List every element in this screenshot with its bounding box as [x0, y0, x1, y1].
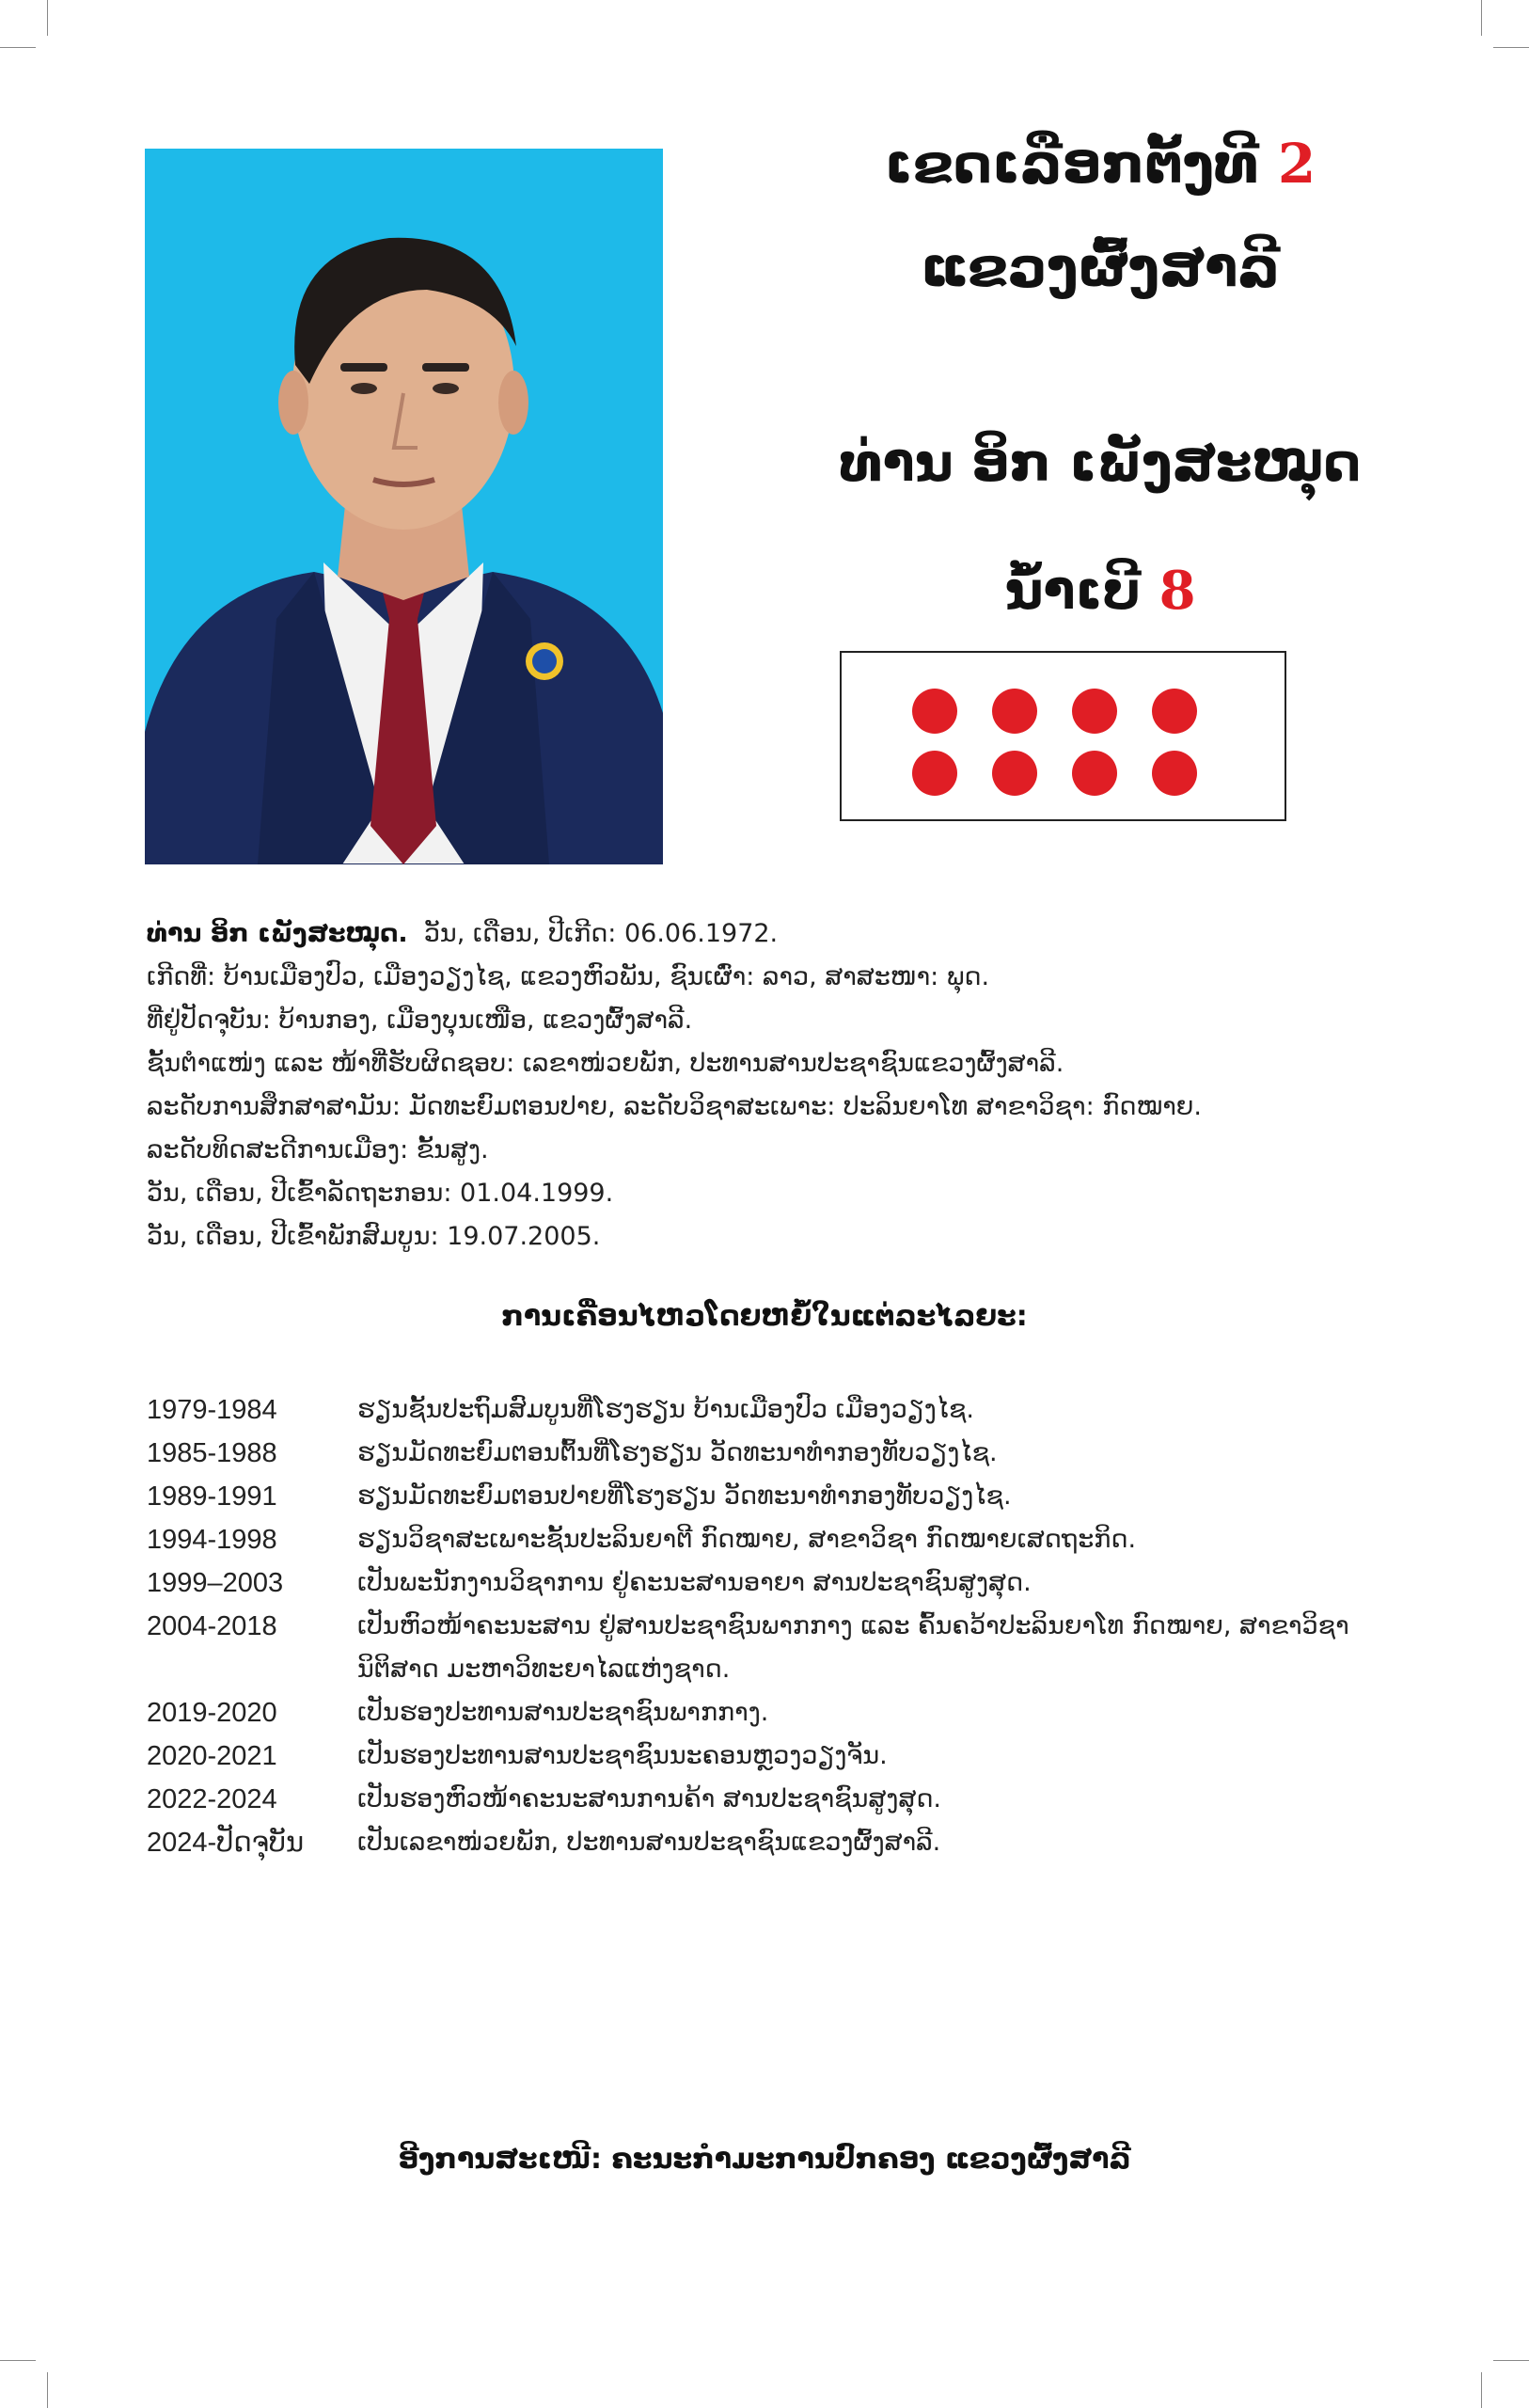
timeline-text: ຮຽນວິຊາສະເພາະຊັ້ນປະລິນຍາຕີ ກົດໝາຍ, ສາຂາວິຊາ ກົດໝາຍເສດຖະກິດ. [357, 1525, 1137, 1554]
timeline-text: ຮຽນມັດທະຍົມຕອນປາຍທີ່ໂຮງຮຽນ ວັດທະນາທຳກອງທັບວຽງໄຊ. [357, 1481, 1012, 1511]
timeline-row [147, 1778, 1354, 1821]
province-heading: ແຂວງຜົ້ງສາລີ [921, 235, 1280, 299]
timeline-description [357, 1735, 1354, 1778]
timeline-year: 2022-2024 [147, 1784, 277, 1814]
timeline-text: ເປັນເລຂາໜ່ວຍພັກ, ປະທານສານປະຊາຊົນແຂວງຜົ້ງສາລີ. [357, 1828, 941, 1857]
crop-mark [1493, 47, 1529, 48]
bio-education: ລະດັບການສຶກສາສາມັນ: ມັດທະຍົມຕອນປາຍ, ລະດັບວິຊາສະເພາະ: ປະລິນຍາໂທ ສາຂາວິຊາ: ກົດໝາຍ. [147, 1092, 1202, 1121]
timeline-text: ເປັນຫົວໜ້າຄະນະສານ ຢູ່ສານປະຊາຊົນພາກກາງ ແລະ ຄົ້ນຄວ້າປະລິນຍາໂທ ກົດໝາຍ, ສາຂາວິຊາ [357, 1611, 1349, 1640]
ballot-dots-box [840, 651, 1286, 821]
career-timeline [147, 1388, 1354, 1864]
bio-birth: ວັນ, ເດືອນ, ປີເກີດ: 06.06.1972. [423, 919, 779, 948]
district-number: 2 [1277, 132, 1316, 196]
ballot-dot [1152, 751, 1197, 796]
ballot-dot [1072, 689, 1117, 734]
timeline-description [357, 1561, 1354, 1605]
ballot-heading [715, 560, 1486, 622]
timeline-row [147, 1561, 1354, 1605]
bio-birthplace: ເກີດທີ່: ບ້ານເມືອງປົວ, ເມືອງວຽງໄຊ, ແຂວງຫົວພັນ, ຊົນເຜົ່າ: ລາວ, ສາສະໜາ: ພຸດ. [147, 962, 990, 991]
biography [147, 912, 1202, 1259]
timeline-description [357, 1518, 1354, 1561]
bio-name-line [147, 912, 1202, 956]
bio-name: ທ່ານ ອິກ ເພັງສະໝຸດ. [147, 919, 408, 948]
timeline-text: ເປັນຮອງຫົວໜ້າຄະນະສານການຄ້າ ສານປະຊາຊົນສູງສຸດ. [357, 1784, 942, 1814]
timeline-description [357, 1691, 1354, 1735]
timeline-year: 1994-1998 [147, 1525, 277, 1555]
timeline-year: 1985-1988 [147, 1438, 277, 1468]
timeline-description [357, 1432, 1354, 1475]
timeline-year: 2019-2020 [147, 1698, 277, 1728]
district-heading [715, 132, 1486, 196]
bio-residence: ທີ່ຢູ່ປັດຈຸບັນ: ບ້ານກອງ, ເມືອງບຸນເໜືອ, ແຂວງຜົ້ງສາລີ. [147, 1006, 693, 1035]
timeline-description [357, 1605, 1354, 1691]
ballot-label: ນໍ້າເບີ [1004, 561, 1142, 622]
crop-mark [47, 0, 48, 36]
ballot-dot [912, 689, 957, 734]
timeline-row [147, 1388, 1354, 1432]
ballot-number: 8 [1159, 560, 1196, 622]
ballot-dot [1152, 689, 1197, 734]
timeline-year: 1999–2003 [147, 1568, 284, 1598]
bio-political-theory: ລະດັບທິດສະດີການເມືອງ: ຂັ້ນສູງ. [147, 1135, 489, 1164]
timeline-year: 1979-1984 [147, 1395, 277, 1425]
timeline-row [147, 1821, 1354, 1864]
crop-mark [1481, 0, 1482, 36]
timeline-year: 1989-1991 [147, 1481, 277, 1512]
timeline-row [147, 1691, 1354, 1735]
timeline-year: 2004-2018 [147, 1611, 277, 1641]
crop-mark [0, 47, 36, 48]
district-label: ເຂດເລືອກຕັ້ງທີ [884, 132, 1259, 196]
timeline-text: ເປັນພະນັກງານວິຊາການ ຢູ່ຄະນະສານອາຍາ ສານປະຊາຊົນສູງສຸດ. [357, 1568, 1032, 1597]
timeline-year: 2024-ປັດຈຸບັນ [147, 1828, 305, 1858]
timeline-text: ເປັນຮອງປະທານສານປະຊາຊົນນະຄອນຫຼວງວຽງຈັນ. [357, 1741, 888, 1770]
history-title: ການເຄື່ອນໄຫວໂດຍຫຍໍ້ໃນແຕ່ລະໄລຍະ: [501, 1300, 1028, 1333]
bio-position: ຊັ້ນຕຳແໜ່ງ ແລະ ໜ້າທີ່ຮັບຜິດຊອບ: ເລຂາໜ່ວຍພັກ, ປະທານສານປະຊາຊົນແຂວງຜົ້ງສາລີ. [147, 1049, 1064, 1078]
timeline-row [147, 1475, 1354, 1518]
timeline-row [147, 1735, 1354, 1778]
ballot-dot [992, 751, 1037, 796]
timeline-text: ຮຽນມັດທະຍົມຕອນຕົ້ນທີ່ໂຮງຮຽນ ວັດທະນາທຳກອງທັບວຽງໄຊ. [357, 1438, 998, 1467]
ballot-dot [992, 689, 1037, 734]
timeline-year: 2020-2021 [147, 1741, 277, 1771]
timeline-description [357, 1475, 1354, 1518]
timeline-text-continued: ນິຕິສາດ ມະຫາວິທະຍາໄລແຫ່ງຊາດ. [357, 1655, 731, 1684]
timeline-description [357, 1388, 1354, 1432]
candidate-name: ທ່ານ ອິກ ເພັງສະໝຸດ [839, 433, 1362, 494]
source-note: ອີງການສະເໜີ: ຄະນະກຳມະການປົກຄອງ ແຂວງຜົ້ງສາລີ [398, 2143, 1131, 2176]
crop-mark [1493, 2360, 1529, 2361]
timeline-text: ຮຽນຊັ້ນປະຖົມສົມບູນທີ່ໂຮງຮຽນ ບ້ານເມືອງປົວ ເມືອງວຽງໄຊ. [357, 1395, 975, 1424]
timeline-description [357, 1821, 1354, 1864]
timeline-description [357, 1778, 1354, 1821]
timeline-row [147, 1605, 1354, 1691]
ballot-dot [1072, 751, 1117, 796]
crop-mark [0, 2360, 36, 2361]
timeline-text: ເປັນຮອງປະທານສານປະຊາຊົນພາກກາງ. [357, 1698, 769, 1727]
candidate-photo [145, 149, 663, 864]
ballot-dot [912, 751, 957, 796]
crop-mark [1481, 2372, 1482, 2408]
crop-mark [47, 2372, 48, 2408]
timeline-row [147, 1518, 1354, 1561]
bio-revolution-date: ວັນ, ເດືອນ, ປີເຂົ້າລັດຖະກອນ: 01.04.1999. [147, 1179, 614, 1208]
timeline-row [147, 1432, 1354, 1475]
bio-party-date: ວັນ, ເດືອນ, ປີເຂົ້າພັກສົມບູນ: 19.07.2005. [147, 1222, 601, 1251]
